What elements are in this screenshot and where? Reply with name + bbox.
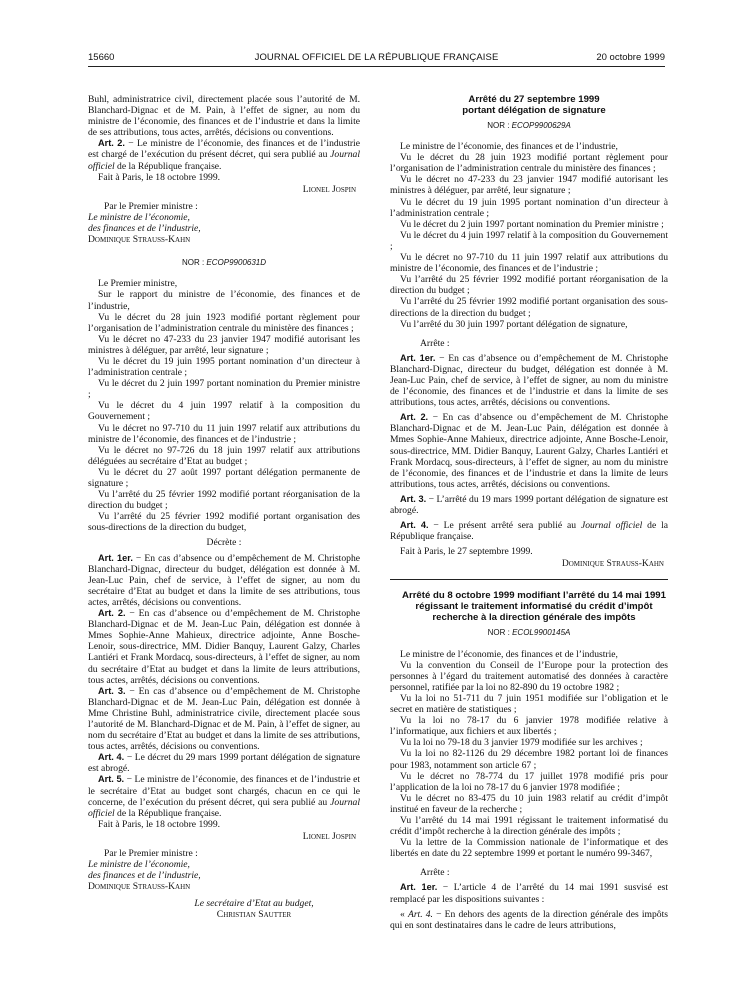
visa: Vu l’arrêté du 25 février 1992 modifié portant organisation des sous-directions de la direction du budget ; (390, 296, 668, 319)
continued-text: Buhl, administratrice civil, directement placée sous l’autorité de M. Blanchard-Dignac et de M. Pain, à l’effet de signer, au nom du ministre de l’économie, des finances et de l’industrie et dans la limite de ses attributions, tous actes, arrêtés, décisions ou conventions. (88, 94, 360, 139)
article-1: Art. 1er. − En cas d’absence ou d’empêchement de M. Christophe Blanchard-Dignac, directeur du budget, délégation est donnée à M. Jean-Luc Pain, chef de service, à l’effet de signer, au nom du ministre de l’économie, des finances et de l’industrie et dans la limite de ses attributions, tous actes, arrêtés, décisions ou conventions. (390, 352, 669, 409)
visa: Vu l’arrêté du 25 février 1992 modifié portant réorganisation de la direction du budget ; (390, 274, 668, 297)
article-label: Art. 3. (400, 493, 427, 504)
article-label: Art. 4. (407, 908, 433, 920)
journal-title: JOURNAL OFFICIEL DE LA RÉPUBLIQUE FRANÇAISE (254, 52, 499, 63)
issue-date: 20 octobre 1999 (596, 52, 665, 63)
preamble-minister: Le ministre de l’économie, des finances et de l’industrie, (400, 648, 618, 660)
journal-officiel-ref: Journal officiel (88, 149, 360, 172)
visa: Vu le décret du 19 juin 1995 portant nomination d’un directeur à l’administration centrale ; (390, 196, 668, 219)
arrete-heading: Arrête : (420, 867, 450, 879)
decree-title: Arrêté du 8 octobre 1999 modifiant l’arrêté du 14 mai 1991 (402, 590, 666, 602)
minister-name: Dominique Strauss-Kahn (88, 234, 191, 246)
visa: Vu l’arrêté du 14 mai 1991 régissant le traitement informatisé du crédit d’impôt recherche à la direction générale des impôts ; (390, 814, 668, 838)
signature-minister: Dominique Strauss-Kahn (561, 558, 664, 570)
decree-title: recherche à la direction générale des impôts (432, 612, 636, 624)
article-1: Art. 1er. − En cas d’absence ou d’empêchement de M. Christophe Blanchard-Dignac, directeur du budget, délégation est donnée à M. Jean-Luc Pain, chef de service, à l’effet de signer, au nom du secrétaire d’Etat au budget et dans la limite de ses attributions, tous actes, arrêtés, décisions ou conventions. (88, 552, 360, 608)
done-at: Fait à Paris, le 27 septembre 1999. (400, 546, 533, 558)
visa: Vu l’arrêté du 25 février 1992 modifié portant réorganisation de la direction du budget ; (88, 489, 360, 512)
visa: Vu la loi no 78-17 du 6 janvier 1978 modifiée relative à l’informatique, aux fichiers et aux libertés ; (390, 715, 668, 738)
article-label: Art. 5. (98, 774, 125, 785)
minister-title-1: Le ministre de l’économie, (88, 859, 190, 871)
signature-prime-minister: Lionel Jospin (302, 183, 356, 195)
article-3: Art. 3. − L’arrêté du 19 mars 1999 portant délégation de signature est abrogé. (390, 493, 668, 516)
visa: Vu le décret du 2 juin 1997 portant nomination du Premier ministre ; (88, 378, 360, 401)
nor-reference: NOR : ECOP9900629A (487, 121, 571, 130)
decree-title: Arrêté du 27 septembre 1999 (468, 94, 600, 105)
visa: Vu le décret du 4 juin 1997 relatif à la composition du Gouvernement ; (88, 400, 360, 423)
visa: Vu le décret du 28 juin 1923 modifié portant règlement pour l’organisation de l’administration centrale du ministère des finances ; (88, 311, 360, 334)
countersignature-block (88, 848, 360, 892)
visa: Sur le rapport du ministre de l’économie, des finances et de l’industrie, (88, 289, 360, 312)
visa: Vu la loi no 82-1126 du 29 décembre 1982 portant loi de finances pour 1983, notamment son article 67 ; (390, 748, 668, 771)
arrete-heading: Arrête : (420, 337, 450, 349)
minister-title-1: Le ministre de l’économie, (88, 211, 190, 223)
visa: Vu le décret du 4 juin 1997 relatif à la composition du Gouvernement ; (390, 229, 668, 252)
visa: Vu la loi no 79-18 du 3 janvier 1979 modifiée sur les archives ; (400, 737, 643, 749)
quoted-article-4: « Art. 4. − En dehors des agents de la direction générale des impôts qui en sont destinataires dans le cadre de leurs attributions, (390, 908, 668, 931)
done-at: Fait à Paris, le 18 octobre 1999. (98, 171, 221, 183)
article-label: Art. 4. (98, 752, 125, 763)
journal-officiel-ref: Journal officiel (580, 520, 643, 532)
section-separator (390, 579, 668, 580)
minister-title-2: des finances et de l’industrie, (88, 870, 201, 882)
minister-title-2: des finances et de l’industrie, (88, 223, 201, 235)
article-label: Art. 1er. (98, 552, 133, 563)
article-4: Art. 4. − Le décret du 29 mars 1999 portant délégation de signature est abrogé. (88, 752, 360, 775)
visa: Vu le décret du 27 août 1997 portant délégation permanente de signature ; (88, 466, 360, 489)
visa: Vu le décret no 97-726 du 18 juin 1997 relatif aux attributions déléguées au secrétaire d’Etat au budget ; (88, 444, 360, 467)
minister-name: Dominique Strauss-Kahn (88, 881, 191, 893)
article-2: Art. 2. − En cas d’absence ou d’empêchement de M. Christophe Blanchard-Dignac et de M. Jean-Luc Pain, délégation est donnée à Mmes Sophie-Anne Mahieux, directrice adjointe, Anne Bosche-Lenoir, sous-directrice, MM. Didier Banquy, Laurent Galzy, Charles Lantiéri et Frank Mordacq, sous-directeurs, à l’effet de signer, au nom du secrétaire d’Etat au budget et dans la limite de leurs attributions, tous actes, arrêtés, décisions ou conventions. (88, 608, 360, 686)
visa: Vu le décret no 83-475 du 10 juin 1983 relatif au crédit d’impôt institué en faveur de la recherche ; (390, 792, 668, 815)
header-rule (88, 66, 665, 67)
visa: Vu le décret no 47-233 du 23 janvier 1947 modifié autorisant les ministres à déléguer, par arrêté, leur signature ; (88, 333, 360, 356)
visa: Vu le décret no 47-233 du 23 janvier 1947 modifié autorisant les ministres à déléguer, par arrêté, leur signature ; (390, 174, 668, 197)
article-4: Art. 4. − Le présent arrêté sera publié au Journal officiel de la République française. (390, 520, 668, 543)
visa: Vu l’arrêté du 25 février 1992 modifié portant organisation des sous-directions de la direction du budget, (88, 511, 360, 534)
article-label: Art. 2. (400, 412, 429, 423)
secretary-name: Christian Sautter (216, 909, 292, 921)
decrete-heading: Décrète : (206, 537, 242, 549)
article-label: Art. 4. (400, 520, 429, 531)
article-label: Art. 1er. (400, 352, 436, 363)
journal-officiel-ref: Journal officiel (88, 796, 360, 819)
visa: Vu le décret du 19 juin 1995 portant nomination d’un directeur à l’administration centrale ; (88, 355, 360, 379)
article-2: Art. 2. − Le ministre de l’économie, des finances et de l’industrie est chargé de l’exécution du présent décret, qui sera publié au Journal officiel de la République française. (88, 138, 360, 172)
preamble-pm: Le Premier ministre, (98, 278, 178, 290)
page-number: 15660 (88, 52, 115, 63)
visa: Vu la loi no 51-711 du 7 juin 1951 modifiée sur l’obligation et le secret en matière de statistiques ; (390, 692, 668, 716)
done-at: Fait à Paris, le 18 octobre 1999. (98, 818, 221, 830)
article-label: Art. 1er. (400, 882, 438, 893)
secretary-title: Le secrétaire d’Etat au budget, (194, 898, 314, 910)
article-label: Art. 2. (98, 608, 126, 619)
by-prime-minister: Par le Premier ministre : (104, 848, 198, 859)
visa: Vu le décret du 28 juin 1923 modifié portant règlement pour l’organisation de l’administration centrale du ministère des finances ; (390, 152, 668, 175)
decree-title: portant délégation de signature (462, 105, 606, 116)
article-5: Art. 5. − Le ministre de l’économie, des finances et de l’industrie et le secrétaire d’Etat au budget sont chargés, chacun en ce qui le concerne, de l’exécution du présent décret, qui sera publié au Journal officiel de la République française. (88, 774, 361, 819)
article-3: Art. 3. − En cas d’absence ou d’empêchement de M. Christophe Blanchard-Dignac et de M. Jean-Luc Pain, délégation est donnée à Mme Christine Buhl, administratrice civile, directement placée sous l’autorité de M. Blanchard-Dignac et de M. Pain, à l’effet de signer, au nom du secrétaire d’Etat au budget et dans la limite de ses attributions, tous actes, arrêtés, décisions ou conventions. (88, 685, 360, 753)
visa: Vu le décret no 78-774 du 17 juillet 1978 modifié pris pour l’application de la loi no 78-17 du 6 janvier 1978 modifiée ; (390, 770, 668, 793)
visa: Vu la convention du Conseil de l’Europe pour la protection des personnes à l’égard du traitement automatisé des données à caractère personnel, ratifiée par la loi no 82-890 du 19 octobre 1982 ; (390, 659, 668, 693)
nor-reference: NOR : ECOP9900631D (181, 258, 267, 268)
visa: Vu le décret du 2 juin 1997 portant nomination du Premier ministre ; (400, 218, 664, 230)
signature-prime-minister: Lionel Jospin (302, 830, 356, 842)
article-2: Art. 2. − En cas d’absence ou d’empêchement de M. Christophe Blanchard-Dignac et de M. Jean-Luc Pain, délégation est donnée à Mmes Sophie-Anne Mahieux, directrice adjointe, Anne Bosche-Lenoir, sous-directrice, MM. Didier Banquy, Laurent Galzy, Charles Lantiéri et Frank Mordacq, sous-directeurs, à l’effet de signer, au nom du ministre de l’économie, des finances et de l’industrie et dans la limite de leurs attributions, tous actes, arrêtés, décisions ou conventions. (390, 412, 668, 490)
nor-reference: NOR : ECOL9900145A (487, 628, 571, 638)
preamble-minister: Le ministre de l’économie, des finances et de l’industrie, (400, 141, 618, 153)
visa: Vu l’arrêté du 30 juin 1997 portant délégation de signature, (400, 318, 628, 330)
article-1: Art. 1er. − L’article 4 de l’arrêté du 14 mai 1991 susvisé est remplacé par les dispositions suivantes : (390, 882, 668, 905)
visa: Vu la lettre de la Commission nationale de l’informatique et des libertés en date du 22 septembre 1999 et portant le numéro 99-3467, (390, 837, 668, 860)
visa: Vu le décret no 97-710 du 11 juin 1997 relatif aux attributions du ministre de l’économie, des finances et de l’industrie ; (390, 252, 668, 275)
countersignature-block (88, 201, 360, 245)
left-column (88, 94, 360, 921)
article-label: Art. 3. (98, 685, 126, 696)
decree-title: régissant le traitement informatisé du crédit d’impôt (415, 601, 653, 613)
article-label: Art. 2. (98, 138, 125, 149)
by-prime-minister: Par le Premier ministre : (104, 200, 198, 212)
visa: Vu le décret no 97-710 du 11 juin 1997 relatif aux attributions du ministre de l’économie, des finances et de l’industrie ; (88, 422, 360, 445)
right-column (390, 94, 668, 931)
